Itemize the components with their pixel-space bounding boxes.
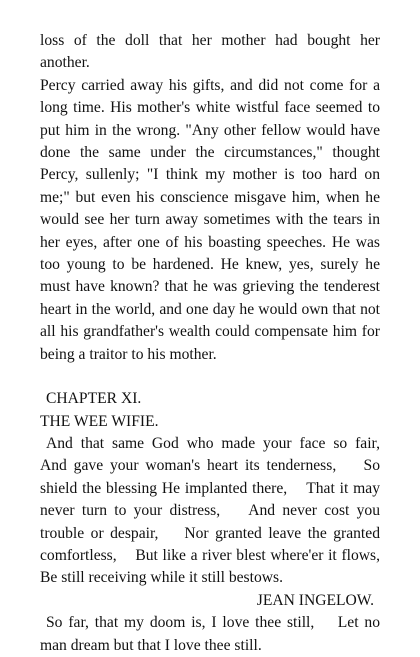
epigraph-poem: And that same God who made your face so fair, And gave your woman's heart its tenderness, So shield the blessing He implanted there, That it may never turn to your distress, And never cost you trouble or despair, Nor granted leave the granted comfortless, But like a river blest where'er it flows, Be still receiving while it still bestows. xyxy=(40,434,396,587)
closing-quote: So far, that my doom is, I love thee still, Let no man dream but that I love thee still. xyxy=(40,614,384,654)
paragraph-continuation: loss of the doll that her mother had bought her another. xyxy=(40,32,380,72)
paragraph-percy: Percy carried away his gifts, and did not come for a long time. His mother's white wistful face seemed to put him in the wrong. "Any other fellow would have done the same under the circumstances," thought Percy, sullenly; "I think my mother is too hard on me;" but even his conscience misgave him, when he would see her turn away sometimes with the tears in her eyes, after one of his boasting speeches. He was too young to be hardened. He knew, yes, surely he must have known? that he was grieving the tenderest heart in the world, and one day he would own that not all his grandfather's wealth could compensate him for being a traitor to his mother. xyxy=(40,76,380,363)
chapter-number: CHAPTER XI. xyxy=(46,390,142,408)
section-spacer xyxy=(40,366,380,388)
chapter-title: THE WEE WIFIE. xyxy=(40,412,159,430)
epigraph-author: JEAN INGELOW. xyxy=(256,591,374,609)
document-page xyxy=(40,30,396,657)
